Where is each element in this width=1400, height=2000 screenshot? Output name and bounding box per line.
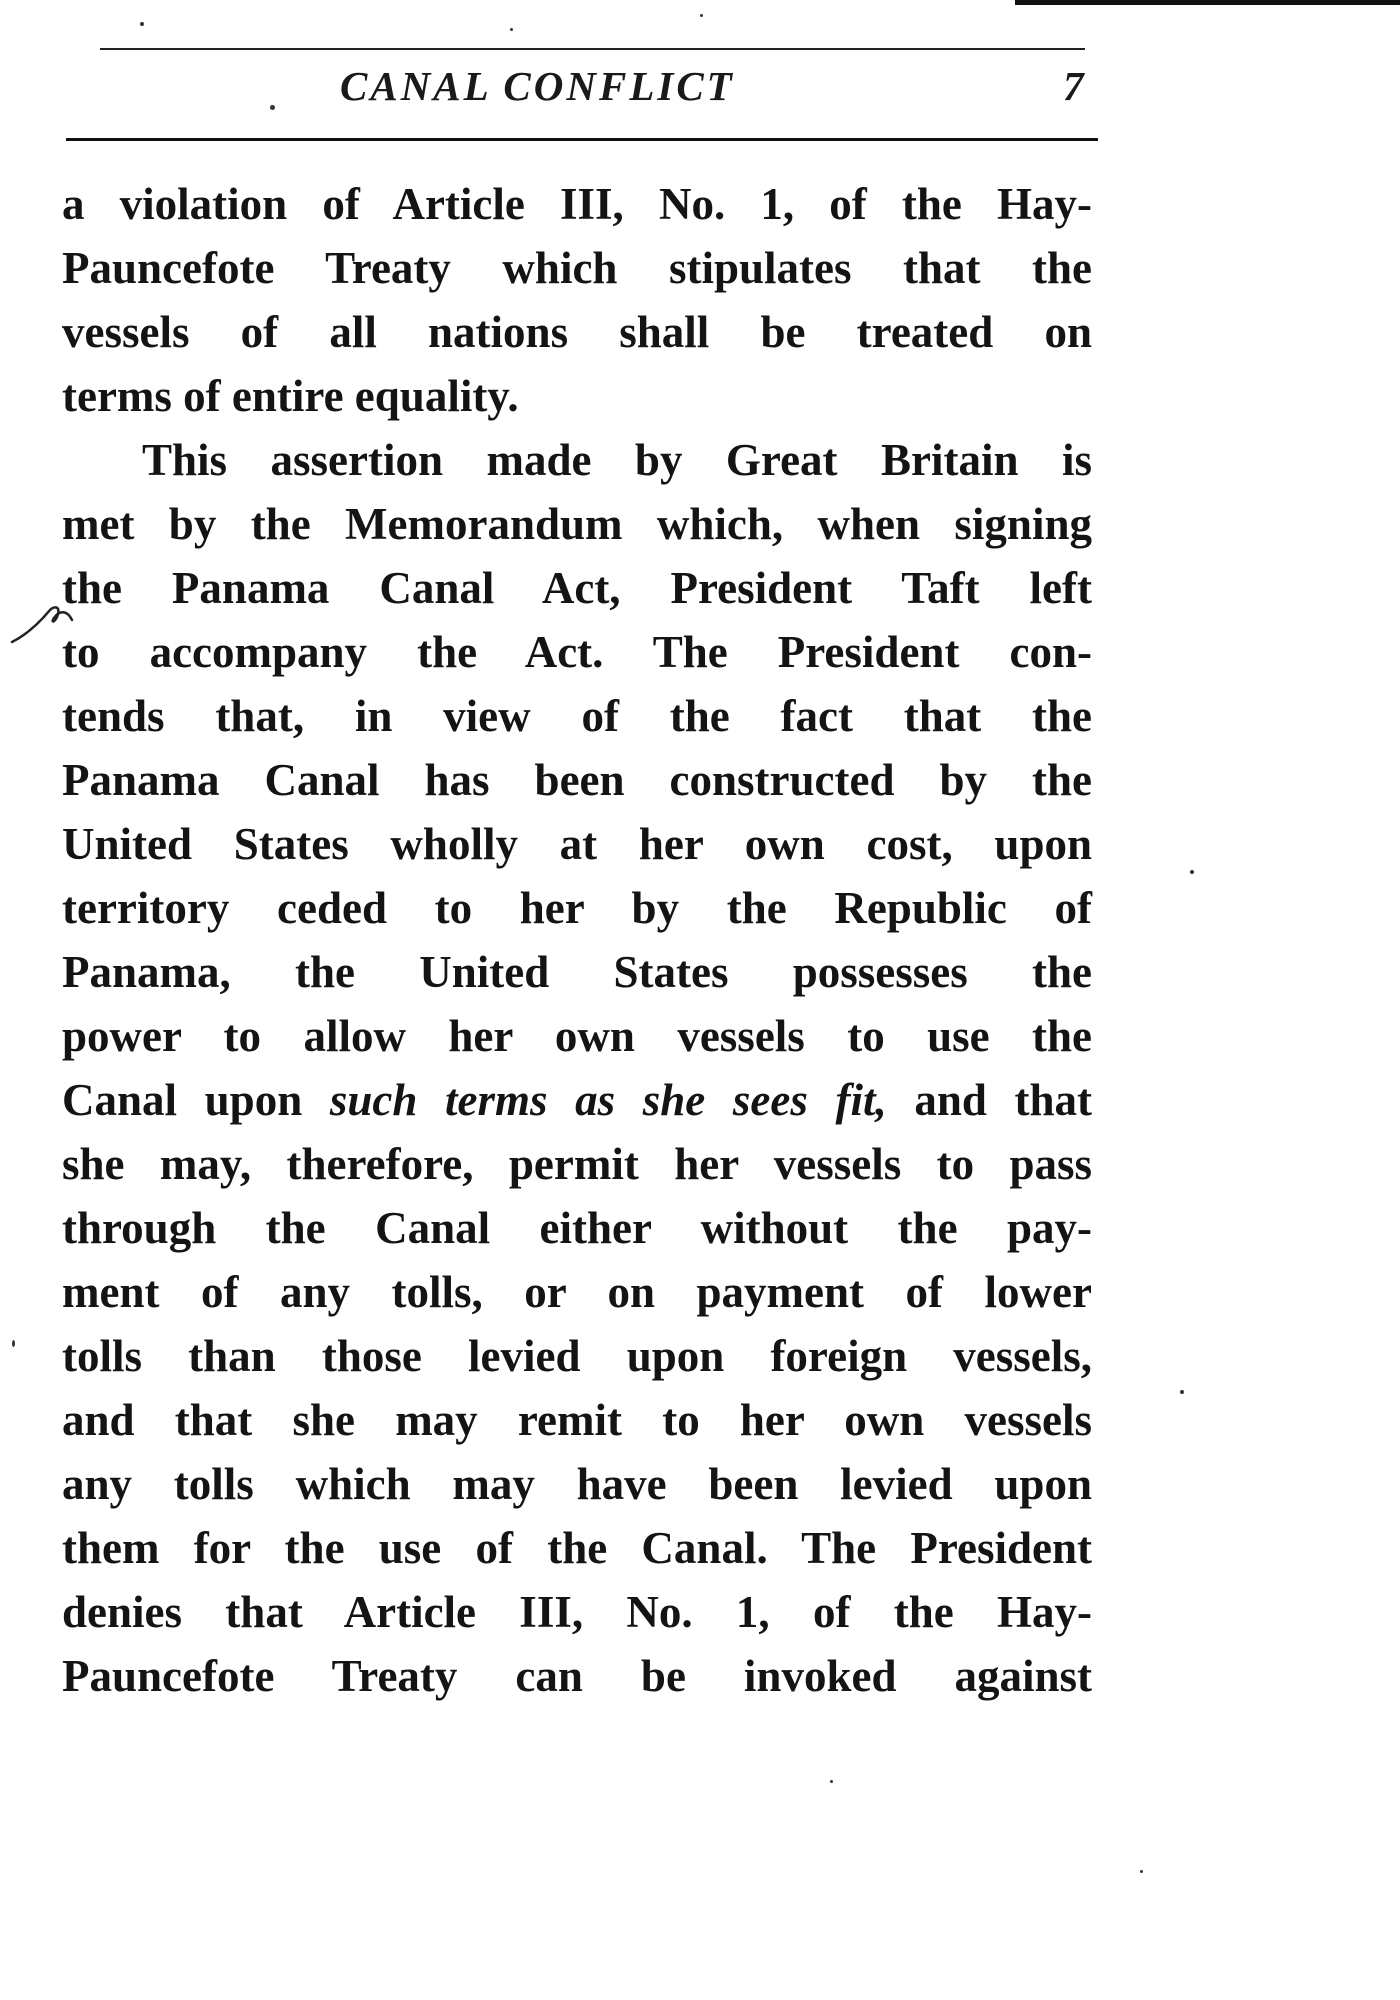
upper-thin-rule	[100, 48, 1085, 50]
text-segment: and that	[886, 1075, 1092, 1125]
text-line: tends that, in view of the fact that the	[62, 691, 1092, 741]
speck	[1140, 1870, 1143, 1873]
text-line: power to allow her own vessels to use the	[62, 1011, 1092, 1061]
speck	[1190, 870, 1194, 874]
text-line: United States wholly at her own cost, upon	[62, 819, 1092, 869]
speck	[510, 28, 513, 31]
text-line: tolls than those levied upon foreign vessels,	[62, 1331, 1092, 1381]
text-line: through the Canal either without the pay-	[62, 1203, 1092, 1253]
speck	[1180, 1390, 1184, 1394]
text-line: she may, therefore, permit her vessels to pass	[62, 1139, 1092, 1189]
text-segment: Canal upon	[62, 1075, 330, 1125]
top-edge-rule	[1015, 0, 1400, 5]
text-line: a violation of Article III, No. 1, of the Hay-	[62, 179, 1092, 229]
text-line: any tolls which may have been levied upon	[62, 1459, 1092, 1509]
handwritten-margin-mark	[10, 600, 80, 650]
text-line: This assertion made by Great Britain is	[142, 435, 1092, 485]
running-head: CANAL CONFLICT	[340, 63, 735, 109]
speck	[700, 14, 703, 17]
text-line: territory ceded to her by the Republic of	[62, 883, 1092, 933]
body-text	[62, 172, 1092, 1708]
text-line: Panama, the United States possesses the	[62, 947, 1092, 997]
text-line: ment of any tolls, or on payment of lower	[62, 1267, 1092, 1317]
text-line: Panama Canal has been constructed by the	[62, 755, 1092, 805]
page-number: 7	[1063, 63, 1084, 109]
text-line: terms of entire equality.	[62, 371, 519, 421]
speck	[12, 1340, 15, 1347]
speck	[830, 1780, 833, 1783]
speck	[270, 105, 275, 110]
speck	[140, 22, 144, 26]
text-line: to accompany the Act. The President con-	[62, 627, 1092, 677]
text-line: the Panama Canal Act, President Taft left	[62, 563, 1092, 613]
header-rule	[66, 138, 1098, 141]
text-line-with-italic	[62, 1068, 1092, 1132]
text-line: them for the use of the Canal. The President	[62, 1523, 1092, 1573]
text-line: met by the Memorandum which, when signing	[62, 499, 1092, 549]
text-line: Pauncefote Treaty which stipulates that the	[62, 243, 1092, 293]
text-line: and that she may remit to her own vessels	[62, 1395, 1092, 1445]
italic-phrase: such terms as she sees fit,	[329, 1075, 887, 1125]
text-line: vessels of all nations shall be treated on	[62, 307, 1092, 357]
text-line: denies that Article III, No. 1, of the Hay-	[62, 1587, 1092, 1637]
text-line: Pauncefote Treaty can be invoked against	[62, 1651, 1092, 1701]
